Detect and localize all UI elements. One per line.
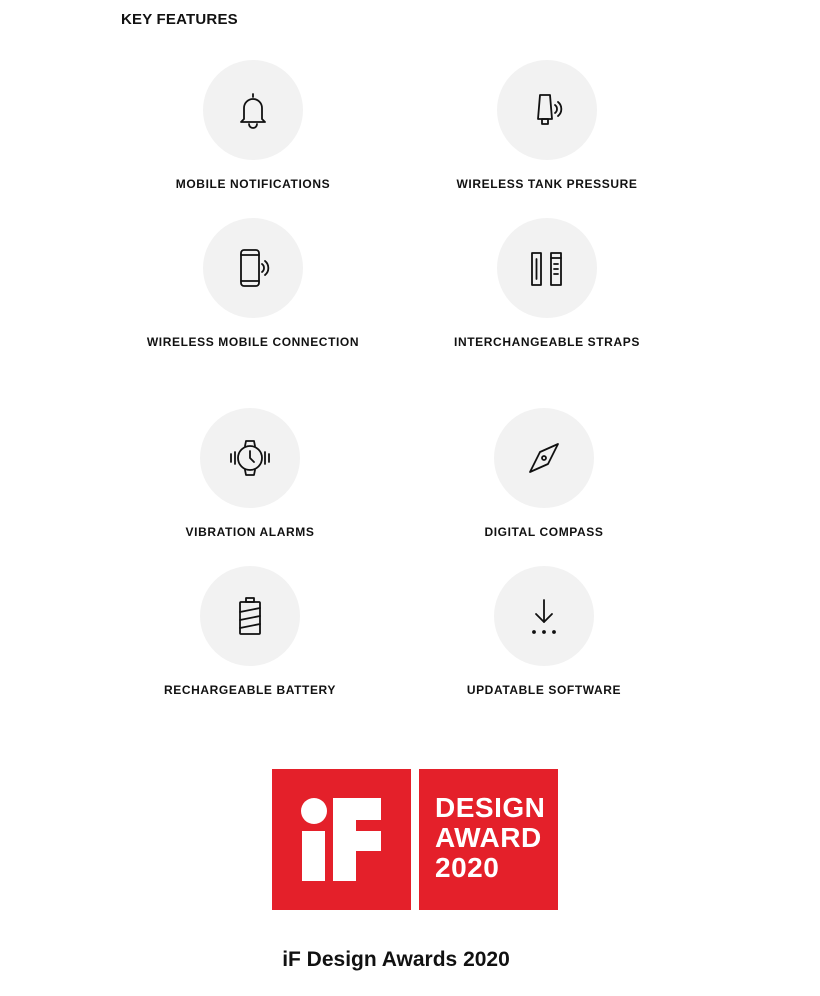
feature-label: DIGITAL COMPASS — [484, 525, 604, 539]
icon-circle — [203, 218, 303, 318]
battery-icon — [226, 592, 274, 640]
icon-circle — [494, 408, 594, 508]
feature-rechargeable-battery — [120, 566, 380, 697]
icon-circle — [200, 408, 300, 508]
feature-label: VIBRATION ALARMS — [185, 525, 315, 539]
section-title: KEY FEATURES — [121, 11, 238, 28]
feature-label: WIRELESS MOBILE CONNECTION — [146, 335, 360, 349]
award-caption: iF Design Awards 2020 — [282, 948, 510, 971]
feature-wireless-tank-pressure — [417, 60, 677, 191]
icon-circle — [497, 218, 597, 318]
if-logo-mark — [272, 769, 411, 910]
straps-icon — [523, 244, 571, 292]
feature-wireless-mobile-connection — [123, 218, 383, 349]
bell-icon — [229, 86, 277, 134]
vibrating-watch-icon — [226, 434, 274, 482]
feature-interchangeable-straps — [417, 218, 677, 349]
feature-digital-compass — [414, 408, 674, 539]
award-line-design: DESIGN — [435, 792, 546, 823]
award-text — [435, 793, 545, 883]
feature-updatable-software — [414, 566, 674, 697]
feature-label: UPDATABLE SOFTWARE — [466, 683, 622, 697]
award-line-award: AWARD — [435, 822, 542, 853]
tank-transmitter-icon — [523, 86, 571, 134]
if-logo-glyph — [272, 769, 411, 910]
icon-circle — [497, 60, 597, 160]
phone-wireless-icon — [229, 244, 277, 292]
compass-icon — [520, 434, 568, 482]
icon-circle — [494, 566, 594, 666]
feature-label: MOBILE NOTIFICATIONS — [175, 177, 331, 191]
feature-label: INTERCHANGEABLE STRAPS — [454, 335, 640, 349]
feature-vibration-alarms — [120, 408, 380, 539]
icon-circle — [200, 566, 300, 666]
feature-label: WIRELESS TANK PRESSURE — [456, 177, 638, 191]
if-design-award-logo — [272, 769, 558, 910]
icon-circle — [203, 60, 303, 160]
award-line-year: 2020 — [435, 852, 500, 883]
feature-label: RECHARGEABLE BATTERY — [163, 683, 336, 697]
feature-mobile-notifications — [123, 60, 383, 191]
download-icon — [520, 592, 568, 640]
design-award-panel — [419, 769, 558, 910]
